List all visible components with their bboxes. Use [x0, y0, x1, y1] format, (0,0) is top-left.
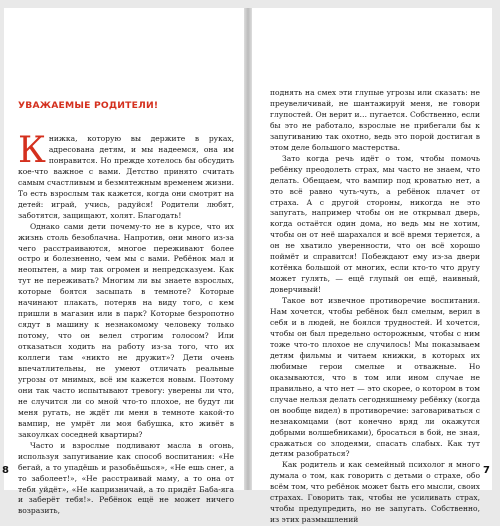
page-number: 7 [483, 465, 490, 476]
paragraph: Зато когда речь идёт о том, чтобы помочь ребёнку преодолеть страх, мы часто не знаем, что делать. Обещаем, что вампир под кроватью нет, а это всё равно чуть-чуть, а ребёнок плачет от страха. А с другой стороны, никогда не это запугать, например чтобы он не открывал дверь, когда остаётся один дома, но ведь мы не хотим, чтобы он от неё шарахался и всё время теряется, а он не хватило уверенности, что он всё хорошо поймёт и справится! Побеждают ему из-за двери котёнка большой от многих, если кто-то что другу может гулять, — ещё глупый он ещё, наивный, доверчивый! [270, 153, 480, 295]
right-page [252, 8, 492, 525]
left-page-body [18, 130, 234, 517]
page-number: 8 [2, 465, 9, 476]
paragraph: поднять на смех эти глупые угрозы или сказать: не преувеличивай, не шантажируй меня, не говори глупостей. Он верит и… пугается. Собственно, если бы это не работало, взрослые не прибегали бы к запугиванию так охотно, ведь это порой достигая в этом деле большого мастерства. [270, 88, 480, 152]
paragraph: Часто и взрослые подливают масла в огонь, используя запугивание как способ воспитания: «Не бегай, а то упадёшь и разобьёшься», «Не ешь снег, а то заболеет!», «Не расстраивай маму, а то она от тебя уйдёт», «Не капризничай, а то придёт Баба-яга и заберёт тебя!». Ребёнок ещё не может ничего возразить, [18, 440, 234, 516]
paragraph: Такое вот извечное противоречие воспитания. Нам хочется, чтобы ребёнок был смелым, верил в себя и в людей, не боялся трудностей. И хочется, чтобы он был предельно осторожным, чтобы с ним тоже что-то плохое не случилось! Мы показываем детям фильмы и читаем книжки, в которых их любимые герои смелые и отважные. Но оказываются, что в том или ином случае не правильно, а что нет — это скорее, о котором в том случае нельзя делать сегодняшнему ребёнку (когда он вообще видел) в противоречие: заговариваться с незнакомцами (вот конечно вряд ли окажутся добрыми волшебниками), бросаться в бой, не зная, сражаться со злодеями, спасать слабых. Как тут детям разобраться? [270, 296, 480, 459]
paragraph: Книжка, которую вы держите в руках, адресована детям, и мы надеемся, она им понравится. Но прежде хотелось бы обсудить кое-что важное с вами. Детство принято считать самым счастливым и безмятежным временем жизни. То есть взрослым так кажется, когда они смотрят на детей: играй, учись, радуйся! Родители любят, заботятся, защищают, холят. Благодать! [18, 130, 234, 220]
paragraph: Как родитель и как семейный психолог я много думала о том, как говорить с детьми о страхе, обо всём том, что ребёнок может быть его мысли, своих страхах. Говорить так, чтобы не усиливать страх, чтобы предупредить, но не запугать. Собственно, из этих размышлений [270, 460, 480, 525]
drop-cap: К [18, 130, 46, 171]
book-gutter [244, 8, 252, 490]
left-page [2, 8, 244, 516]
right-page-body [270, 88, 480, 526]
paragraph: Однако сами дети почему-то не в курсе, что их жизнь столь безоблачна. Напротив, они много из-за чего расстраиваются, многое переживают более остро и болезненно, чем мы с вами. Ребёнок мал и неопытен, а мир так огромен и непредсказуем. Как тут не переживать? Многим ли вы знаете взрослых, которые боятся засыпать в темноте? Которые начинают плакать, потеряв на виду того, с кем пришли в магазин или в парк? Которые безропотно сядут в машину к незнакомому человеку только потому, что он велел строгим голосом? Или отказаться ходить на работу из-за того, что их коллеги там «никто не дружит»? Дети очень впечатлительны, не умеют отличать реальные угрозы от мнимых, всё им кажется новым. Поэтому они так часто испытывают тревогу: уверены ли что, не случится ли со мной что-то плохое, не будут ли меня ругать, не ждёт ли меня в темноте какой-то вампир, не умрёт ли моя бабушка, кто живёт в закоулках соседней квартиры? [18, 221, 234, 439]
section-heading: УВАЖАЕМЫЕ РОДИТЕЛИ! [18, 100, 159, 111]
